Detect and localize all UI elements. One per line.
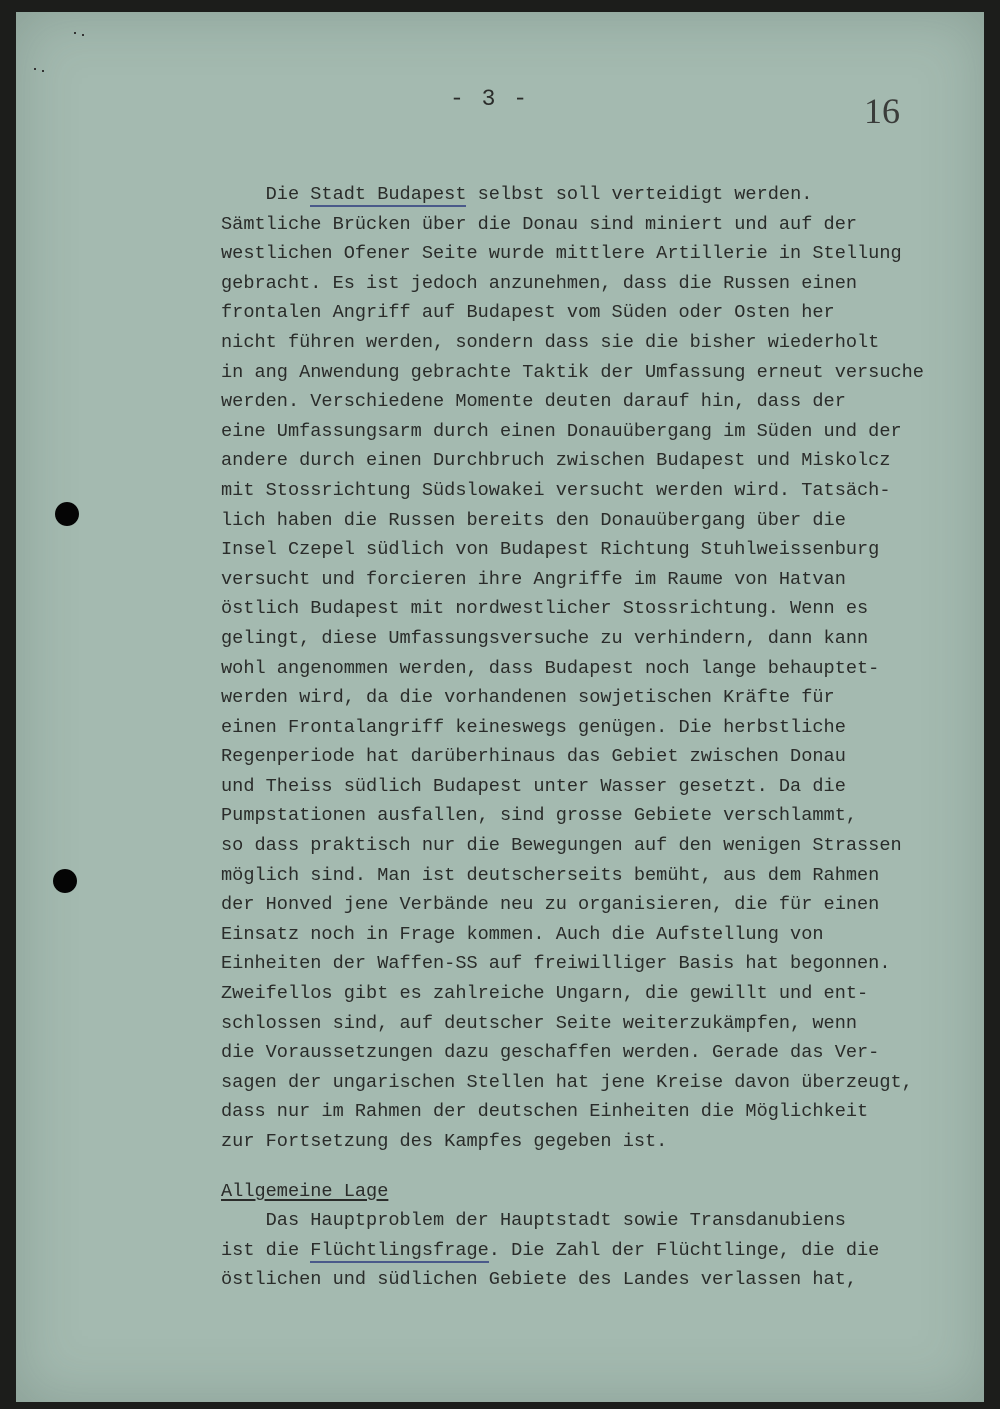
text-run: ist die — [221, 1239, 311, 1261]
text-line: der Honved jene Verbände neu zu organisieren, die für einen — [221, 894, 880, 916]
underlined-phrase: Flüchtlingsfrage — [310, 1239, 489, 1261]
text-line: Einheiten der Waffen-SS auf freiwilliger Basis hat begonnen. — [221, 953, 891, 975]
text-line: Pumpstationen ausfallen, sind grosse Gebiete verschlammt, — [221, 805, 858, 827]
text-run: . Die Zahl der Flüchtlinge, die die — [488, 1239, 880, 1261]
text-line: andere durch einen Durchbruch zwischen Budapest und Miskolcz — [221, 450, 891, 472]
text-line: zur Fortsetzung des Kampfes gegeben ist. — [221, 1131, 668, 1152]
speck-mark — [82, 34, 84, 36]
text-line: werden wird, da die vorhandenen sowjetischen Kräfte für — [221, 687, 835, 709]
text-line: wohl angenommen werden, dass Budapest noch lange behauptet- — [221, 657, 880, 679]
text-line: Regenperiode hat darüberhinaus das Gebiet zwischen Donau — [221, 746, 846, 768]
text-line: Insel Czepel südlich von Budapest Richtung Stuhlweissenburg — [221, 539, 880, 561]
text-run: Die — [221, 184, 311, 205]
speck-mark — [42, 70, 44, 72]
punch-hole — [55, 502, 79, 526]
text-line: einen Frontalangriff keineswegs genügen. Die herbstliche — [221, 716, 846, 738]
text-line: gelingt, diese Umfassungsversuche zu verhindern, dann kann — [221, 627, 869, 649]
text-line: möglich sind. Man ist deutscherseits bemüht, aus dem Rahmen — [221, 864, 880, 886]
text-run: selbst soll verteidigt werden. — [466, 184, 813, 205]
text-line: dass nur im Rahmen der deutschen Einheiten die Möglichkeit — [221, 1101, 869, 1123]
folio-number: 16 — [864, 91, 900, 131]
text-line: werden. Verschiedene Momente deuten darauf hin, dass der — [221, 391, 846, 413]
text-line: frontalen Angriff auf Budapest vom Süden oder Osten her — [221, 302, 835, 324]
text-line: schlossen sind, auf deutscher Seite weiterzukämpfen, wenn — [221, 1012, 858, 1034]
text-line: sagen der ungarischen Stellen hat jene Kreise davon überzeugt, — [221, 1071, 913, 1093]
text-line: Zweifellos gibt es zahlreiche Ungarn, die gewillt und ent- — [221, 983, 869, 1005]
text-line: östlich Budapest mit nordwestlicher Stossrichtung. Wenn es — [221, 598, 869, 620]
text-line — [221, 1236, 981, 1266]
text-line: nicht führen werden, sondern dass sie die bisher wiederholt — [221, 331, 880, 353]
paragraph-first-line — [221, 180, 981, 210]
text-line: die Voraussetzungen dazu geschaffen werden. Gerade das Ver- — [221, 1042, 880, 1064]
text-line: so dass praktisch nur die Bewegungen auf den wenigen Strassen — [221, 835, 902, 857]
speck-mark — [74, 32, 76, 34]
section-heading — [221, 1177, 981, 1207]
text-line: in ang Anwendung gebrachte Taktik der Umfassung erneut versuche — [221, 361, 924, 383]
text-line: Einsatz noch in Frage kommen. Auch die Aufstellung von — [221, 923, 824, 945]
text-line: gebracht. Es ist jedoch anzunehmen, dass die Russen einen — [221, 272, 858, 294]
punch-hole — [53, 869, 77, 893]
speck-mark — [34, 68, 36, 70]
text-line: östlichen und südlichen Gebiete des Landes verlassen hat, — [221, 1269, 858, 1291]
text-line: versucht und forcieren ihre Angriffe im Raume von Hatvan — [221, 568, 846, 590]
text-line: Sämtliche Brücken über die Donau sind miniert und auf der — [221, 213, 858, 235]
section-heading-text: Allgemeine Lage — [221, 1180, 389, 1202]
page-number: - 3 - — [450, 86, 530, 112]
text-line: Das Hauptproblem der Hauptstadt sowie Transdanubiens — [221, 1210, 846, 1232]
text-line: lich haben die Russen bereits den Donauübergang über die — [221, 509, 846, 531]
text-line: eine Umfassungsarm durch einen Donauübergang im Süden und der — [221, 420, 902, 442]
document-body — [221, 180, 981, 1295]
document-sheet — [16, 12, 984, 1402]
text-line: und Theiss südlich Budapest unter Wasser gesetzt. Da die — [221, 775, 846, 797]
underlined-phrase: Stadt Budapest — [310, 184, 467, 205]
text-line: westlichen Ofener Seite wurde mittlere Artillerie in Stellung — [221, 243, 902, 265]
text-line: mit Stossrichtung Südslowakei versucht werden wird. Tatsäch- — [221, 479, 891, 501]
